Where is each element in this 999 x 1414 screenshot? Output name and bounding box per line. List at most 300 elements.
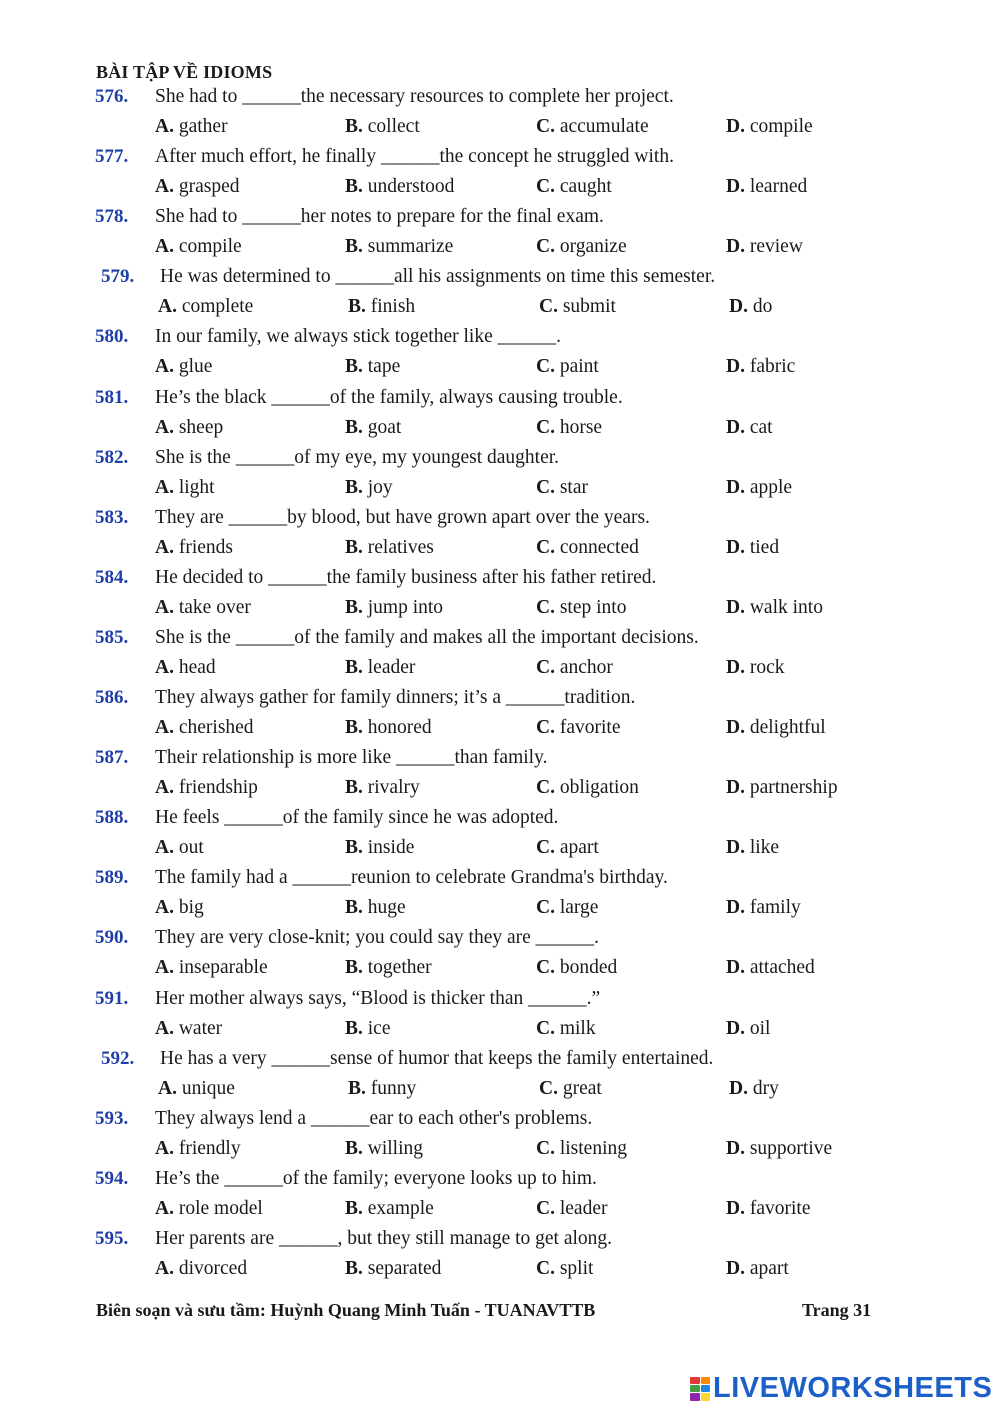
answer-option[interactable] xyxy=(536,717,620,739)
option-text: favorite xyxy=(559,717,621,738)
option-letter: A. xyxy=(155,1138,174,1159)
option-text: rivalry xyxy=(367,777,420,798)
option-text: sheep xyxy=(178,417,224,438)
option-text: listening xyxy=(559,1138,628,1159)
question-stem: He has a very ______sense of humor that keeps the family entertained. xyxy=(160,1048,714,1069)
question-number: 593. xyxy=(95,1108,129,1129)
option-letter: A. xyxy=(155,477,174,498)
answer-option[interactable] xyxy=(726,236,803,258)
option-letter: A. xyxy=(155,657,174,678)
answer-option[interactable] xyxy=(726,837,779,859)
question-item xyxy=(0,1108,999,1168)
option-text: inside xyxy=(367,837,415,858)
option-letter: B. xyxy=(345,597,363,618)
footer-credit: Biên soạn và sưu tầm: Huỳnh Quang Minh Tuấn - TUANAVTTB xyxy=(96,1300,596,1320)
question-number: 591. xyxy=(95,988,129,1009)
option-text: friendship xyxy=(178,777,258,798)
option-letter: A. xyxy=(155,116,174,137)
option-text: star xyxy=(559,477,588,498)
option-letter: A. xyxy=(155,597,174,618)
question-number: 586. xyxy=(95,687,129,708)
option-letter: A. xyxy=(155,176,174,197)
answer-option[interactable] xyxy=(726,356,795,378)
answer-option[interactable] xyxy=(536,537,639,559)
option-text: milk xyxy=(559,1018,596,1039)
option-letter: C. xyxy=(536,477,555,498)
answer-option[interactable] xyxy=(155,176,240,198)
option-letter: D. xyxy=(726,1198,745,1219)
question-stem: The family had a ______reunion to celebrate Grandma's birthday. xyxy=(155,867,668,888)
option-text: great xyxy=(562,1078,602,1099)
option-text: large xyxy=(559,897,599,918)
option-letter: D. xyxy=(726,417,745,438)
answer-option[interactable] xyxy=(726,657,785,679)
option-letter: D. xyxy=(726,897,745,918)
answer-option[interactable] xyxy=(345,176,454,198)
answer-option[interactable] xyxy=(536,957,617,979)
answer-option[interactable] xyxy=(536,1198,607,1220)
answer-option[interactable] xyxy=(345,537,434,559)
option-letter: B. xyxy=(345,537,363,558)
answer-option[interactable] xyxy=(155,597,251,619)
option-text: divorced xyxy=(178,1258,248,1279)
option-letter: A. xyxy=(158,296,177,317)
answer-option[interactable] xyxy=(345,116,420,138)
option-letter: A. xyxy=(155,897,174,918)
option-letter: B. xyxy=(345,777,363,798)
option-text: example xyxy=(367,1198,434,1219)
answer-option[interactable] xyxy=(726,176,807,198)
option-text: tape xyxy=(367,356,401,377)
question-stem: He’s the ______of the family; everyone looks up to him. xyxy=(155,1168,597,1189)
answer-option[interactable] xyxy=(155,477,215,499)
option-text: complete xyxy=(181,296,254,317)
option-letter: A. xyxy=(155,537,174,558)
option-letter: D. xyxy=(726,537,745,558)
option-letter: C. xyxy=(539,296,558,317)
question-number: 588. xyxy=(95,807,129,828)
option-text: leader xyxy=(559,1198,608,1219)
option-text: family xyxy=(749,897,801,918)
option-text: apart xyxy=(749,1258,789,1279)
liveworksheets-logo-icon xyxy=(690,1377,710,1401)
question-number: 577. xyxy=(95,146,129,167)
option-text: favorite xyxy=(749,1198,811,1219)
question-number: 584. xyxy=(95,567,129,588)
option-text: horse xyxy=(559,417,603,438)
liveworksheets-brand[interactable] xyxy=(690,1372,992,1405)
answer-option[interactable] xyxy=(155,417,223,439)
option-letter: B. xyxy=(345,236,363,257)
option-letter: B. xyxy=(348,1078,366,1099)
question-item xyxy=(0,1048,999,1108)
option-letter: D. xyxy=(726,1258,745,1279)
option-text: funny xyxy=(370,1078,417,1099)
answer-option[interactable] xyxy=(155,1018,222,1040)
option-letter: C. xyxy=(536,717,555,738)
answer-option[interactable] xyxy=(726,1258,789,1280)
answer-option[interactable] xyxy=(345,657,415,679)
question-item xyxy=(0,747,999,807)
logo-square xyxy=(701,1377,711,1384)
answer-option[interactable] xyxy=(155,1138,241,1160)
option-letter: D. xyxy=(726,777,745,798)
option-text: jump into xyxy=(367,597,444,618)
question-item xyxy=(0,988,999,1048)
question-item xyxy=(0,146,999,206)
option-text: summarize xyxy=(367,236,454,257)
option-letter: C. xyxy=(536,897,555,918)
answer-option[interactable] xyxy=(726,957,815,979)
answer-option[interactable] xyxy=(155,897,204,919)
question-stem: He was determined to ______all his assignments on time this semester. xyxy=(160,266,716,287)
answer-option[interactable] xyxy=(536,236,627,258)
question-number: 590. xyxy=(95,927,129,948)
option-letter: B. xyxy=(345,897,363,918)
option-letter: A. xyxy=(155,1198,174,1219)
option-text: leader xyxy=(367,657,416,678)
option-text: organize xyxy=(559,236,627,257)
option-letter: D. xyxy=(726,837,745,858)
option-text: water xyxy=(178,1018,223,1039)
option-letter: D. xyxy=(726,657,745,678)
option-text: rock xyxy=(749,657,785,678)
answer-option[interactable] xyxy=(155,837,204,859)
option-text: honored xyxy=(367,717,432,738)
answer-option[interactable] xyxy=(345,897,406,919)
answer-option[interactable] xyxy=(155,236,242,258)
answer-option[interactable] xyxy=(158,1078,235,1100)
option-text: head xyxy=(178,657,216,678)
option-letter: B. xyxy=(345,1198,363,1219)
answer-option[interactable] xyxy=(155,717,254,739)
option-letter: C. xyxy=(536,777,555,798)
brand-name: LIVEWORKSHEETS xyxy=(713,1372,993,1404)
answer-option[interactable] xyxy=(726,116,813,138)
option-text: learned xyxy=(749,176,808,197)
option-letter: B. xyxy=(345,1018,363,1039)
option-letter: B. xyxy=(345,657,363,678)
logo-square xyxy=(701,1385,711,1392)
question-stem: They always gather for family dinners; it’s a ______tradition. xyxy=(155,687,636,708)
option-letter: D. xyxy=(726,116,745,137)
option-text: collect xyxy=(367,116,420,137)
question-item xyxy=(0,867,999,927)
option-letter: D. xyxy=(726,1018,745,1039)
answer-option[interactable] xyxy=(345,957,432,979)
logo-square xyxy=(701,1393,711,1400)
option-letter: C. xyxy=(539,1078,558,1099)
option-text: anchor xyxy=(559,657,613,678)
option-text: understood xyxy=(367,176,455,197)
option-letter: D. xyxy=(726,717,745,738)
option-letter: B. xyxy=(348,296,366,317)
footer-page-number: Trang 31 xyxy=(802,1300,872,1320)
answer-option[interactable] xyxy=(536,597,626,619)
option-letter: A. xyxy=(155,356,174,377)
option-text: ice xyxy=(367,1018,391,1039)
option-letter: C. xyxy=(536,1018,555,1039)
option-text: fabric xyxy=(749,356,796,377)
answer-option[interactable] xyxy=(536,116,649,138)
question-item xyxy=(0,807,999,867)
answer-option[interactable] xyxy=(536,657,613,679)
option-letter: C. xyxy=(536,597,555,618)
answer-option[interactable] xyxy=(726,1138,832,1160)
option-text: big xyxy=(178,897,204,918)
option-letter: D. xyxy=(726,957,745,978)
logo-square xyxy=(690,1377,700,1384)
option-letter: A. xyxy=(155,777,174,798)
logo-square xyxy=(690,1393,700,1400)
option-letter: C. xyxy=(536,537,555,558)
question-number: 582. xyxy=(95,447,129,468)
question-number: 594. xyxy=(95,1168,129,1189)
option-letter: A. xyxy=(158,1078,177,1099)
answer-option[interactable] xyxy=(729,296,772,318)
answer-option[interactable] xyxy=(155,657,216,679)
option-text: take over xyxy=(178,597,251,618)
answer-option[interactable] xyxy=(726,777,838,799)
answer-option[interactable] xyxy=(726,537,779,559)
answer-option[interactable] xyxy=(536,477,588,499)
answer-option[interactable] xyxy=(345,777,420,799)
option-letter: B. xyxy=(345,717,363,738)
option-text: huge xyxy=(367,897,406,918)
option-letter: D. xyxy=(729,1078,748,1099)
option-letter: C. xyxy=(536,417,555,438)
answer-option[interactable] xyxy=(345,417,401,439)
option-text: separated xyxy=(367,1258,442,1279)
question-stem: Their relationship is more like ______than family. xyxy=(155,747,548,768)
question-stem: They are very close-knit; you could say they are ______. xyxy=(155,927,600,948)
option-text: goat xyxy=(367,417,402,438)
answer-option[interactable] xyxy=(536,837,599,859)
option-text: unique xyxy=(181,1078,235,1099)
question-item xyxy=(0,1228,999,1288)
option-text: out xyxy=(178,837,204,858)
question-stem: He feels ______of the family since he was adopted. xyxy=(155,807,559,828)
answer-option[interactable] xyxy=(536,356,599,378)
option-letter: A. xyxy=(155,1018,174,1039)
option-text: light xyxy=(178,477,215,498)
option-letter: D. xyxy=(726,236,745,257)
question-number: 587. xyxy=(95,747,129,768)
option-letter: A. xyxy=(155,717,174,738)
answer-option[interactable] xyxy=(726,1198,810,1220)
question-item xyxy=(0,326,999,386)
option-text: submit xyxy=(562,296,616,317)
option-text: accumulate xyxy=(559,116,649,137)
option-letter: A. xyxy=(155,417,174,438)
option-text: caught xyxy=(559,176,612,197)
question-number: 580. xyxy=(95,326,129,347)
question-stem: Her mother always says, “Blood is thicker than ______.” xyxy=(155,988,601,1009)
option-text: cat xyxy=(749,417,773,438)
option-letter: B. xyxy=(345,837,363,858)
answer-option[interactable] xyxy=(155,537,233,559)
answer-option[interactable] xyxy=(155,356,212,378)
question-number: 595. xyxy=(95,1228,129,1249)
option-letter: A. xyxy=(155,957,174,978)
option-text: apple xyxy=(749,477,793,498)
option-text: supportive xyxy=(749,1138,833,1159)
question-item xyxy=(0,927,999,987)
option-text: cherished xyxy=(178,717,254,738)
option-letter: B. xyxy=(345,176,363,197)
option-text: relatives xyxy=(367,537,434,558)
answer-option[interactable] xyxy=(345,1258,441,1280)
option-letter: C. xyxy=(536,356,555,377)
question-stem: She is the ______of my eye, my youngest daughter. xyxy=(155,447,560,468)
option-text: oil xyxy=(749,1018,771,1039)
answer-option[interactable] xyxy=(536,777,639,799)
question-item xyxy=(0,206,999,266)
question-number: 576. xyxy=(95,86,129,107)
option-text: step into xyxy=(559,597,627,618)
option-text: like xyxy=(749,837,780,858)
question-stem: He decided to ______the family business after his father retired. xyxy=(155,567,657,588)
answer-option[interactable] xyxy=(726,597,823,619)
question-item xyxy=(0,447,999,507)
answer-option[interactable] xyxy=(155,116,228,138)
question-item xyxy=(0,687,999,747)
option-letter: D. xyxy=(726,597,745,618)
option-letter: C. xyxy=(536,236,555,257)
logo-square xyxy=(690,1385,700,1392)
answer-option[interactable] xyxy=(155,957,268,979)
option-letter: D. xyxy=(726,176,745,197)
answer-option[interactable] xyxy=(155,1198,263,1220)
question-stem: They always lend a ______ear to each other's problems. xyxy=(155,1108,593,1129)
option-letter: B. xyxy=(345,116,363,137)
question-stem: She had to ______the necessary resources to complete her project. xyxy=(155,86,674,107)
answer-option[interactable] xyxy=(345,837,414,859)
option-text: bonded xyxy=(559,957,618,978)
question-stem: In our family, we always stick together like ______. xyxy=(155,326,561,347)
option-letter: D. xyxy=(726,356,745,377)
question-number: 581. xyxy=(95,387,129,408)
option-text: attached xyxy=(749,957,815,978)
question-stem: She is the ______of the family and makes all the important decisions. xyxy=(155,627,699,648)
answer-option[interactable] xyxy=(345,1198,434,1220)
option-text: gather xyxy=(178,116,228,137)
option-text: walk into xyxy=(749,597,823,618)
question-stem: Her parents are ______, but they still manage to get along. xyxy=(155,1228,613,1249)
option-text: obligation xyxy=(559,777,639,798)
answer-option[interactable] xyxy=(345,236,453,258)
question-stem: She had to ______her notes to prepare for the final exam. xyxy=(155,206,604,227)
option-text: dry xyxy=(752,1078,779,1099)
option-letter: A. xyxy=(155,1258,174,1279)
question-item xyxy=(0,387,999,447)
answer-option[interactable] xyxy=(539,1078,602,1100)
answer-option[interactable] xyxy=(536,1258,593,1280)
page-title: BÀI TẬP VỀ IDIOMS xyxy=(96,62,273,82)
answer-option[interactable] xyxy=(345,717,432,739)
question-number: 592. xyxy=(101,1048,135,1069)
answer-option[interactable] xyxy=(345,1138,423,1160)
option-letter: C. xyxy=(536,1138,555,1159)
option-text: inseparable xyxy=(178,957,268,978)
answer-option[interactable] xyxy=(536,417,602,439)
option-letter: B. xyxy=(345,1258,363,1279)
option-letter: C. xyxy=(536,176,555,197)
option-letter: B. xyxy=(345,417,363,438)
answer-option[interactable] xyxy=(345,477,393,499)
option-letter: C. xyxy=(536,116,555,137)
answer-option[interactable] xyxy=(345,597,443,619)
question-number: 585. xyxy=(95,627,129,648)
option-text: friends xyxy=(178,537,233,558)
question-stem: He’s the black ______of the family, always causing trouble. xyxy=(155,387,623,408)
option-text: friendly xyxy=(178,1138,241,1159)
option-text: together xyxy=(367,957,432,978)
answer-option[interactable] xyxy=(729,1078,779,1100)
option-letter: B. xyxy=(345,477,363,498)
option-letter: C. xyxy=(536,837,555,858)
option-text: role model xyxy=(178,1198,263,1219)
answer-option[interactable] xyxy=(348,1078,416,1100)
answer-option[interactable] xyxy=(539,296,616,318)
option-text: finish xyxy=(370,296,416,317)
answer-option[interactable] xyxy=(726,417,773,439)
option-text: compile xyxy=(749,116,813,137)
question-item xyxy=(0,266,999,326)
option-letter: A. xyxy=(155,837,174,858)
answer-option[interactable] xyxy=(345,356,400,378)
option-text: review xyxy=(749,236,803,257)
question-item xyxy=(0,507,999,567)
answer-option[interactable] xyxy=(348,296,415,318)
option-letter: A. xyxy=(155,236,174,257)
answer-option[interactable] xyxy=(726,897,801,919)
option-text: do xyxy=(752,296,773,317)
answer-option[interactable] xyxy=(158,296,253,318)
answer-option[interactable] xyxy=(536,1018,596,1040)
answer-option[interactable] xyxy=(155,777,258,799)
option-letter: D. xyxy=(729,296,748,317)
question-stem: They are ______by blood, but have grown apart over the years. xyxy=(155,507,650,528)
question-number: 579. xyxy=(101,266,135,287)
answer-option[interactable] xyxy=(726,1018,770,1040)
option-text: partnership xyxy=(749,777,838,798)
answer-option[interactable] xyxy=(536,1138,627,1160)
option-letter: B. xyxy=(345,1138,363,1159)
answer-option[interactable] xyxy=(155,1258,247,1280)
answer-option[interactable] xyxy=(536,897,598,919)
question-item xyxy=(0,627,999,687)
answer-option[interactable] xyxy=(726,717,826,739)
question-item xyxy=(0,86,999,146)
question-item xyxy=(0,1168,999,1228)
option-text: joy xyxy=(367,477,393,498)
option-text: grasped xyxy=(178,176,240,197)
option-text: paint xyxy=(559,356,599,377)
option-text: compile xyxy=(178,236,242,257)
option-letter: D. xyxy=(726,477,745,498)
option-text: connected xyxy=(559,537,639,558)
answer-option[interactable] xyxy=(345,1018,391,1040)
option-letter: C. xyxy=(536,1258,555,1279)
option-text: willing xyxy=(367,1138,424,1159)
question-number: 578. xyxy=(95,206,129,227)
option-text: split xyxy=(559,1258,594,1279)
option-letter: B. xyxy=(345,356,363,377)
option-letter: B. xyxy=(345,957,363,978)
answer-option[interactable] xyxy=(536,176,612,198)
answer-option[interactable] xyxy=(726,477,792,499)
